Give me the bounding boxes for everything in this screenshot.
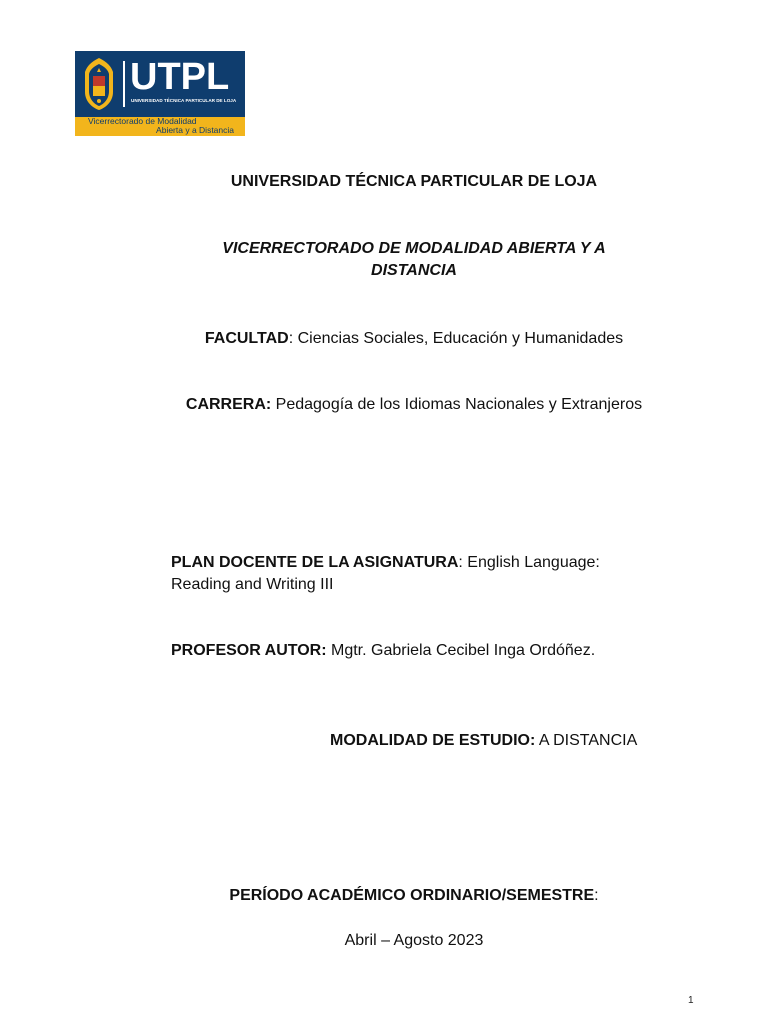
facultad-line bbox=[0, 328, 768, 350]
logo-divider bbox=[123, 61, 125, 107]
periodo-line bbox=[0, 885, 768, 907]
periodo-colon: : bbox=[594, 887, 599, 904]
vicerrectorado-line2: DISTANCIA bbox=[371, 262, 457, 279]
logo-band-line2: Abierta y a Distancia bbox=[156, 125, 234, 135]
modalidad-line bbox=[330, 730, 637, 752]
modalidad-label: MODALIDAD DE ESTUDIO: bbox=[330, 732, 536, 749]
modalidad-value: A DISTANCIA bbox=[535, 732, 638, 749]
periodo-value: Abril – Agosto 2023 bbox=[344, 932, 484, 949]
facultad-value: : Ciencias Sociales, Educación y Humanidades bbox=[288, 330, 624, 347]
university-seal-icon bbox=[81, 56, 117, 112]
profesor-line bbox=[171, 640, 595, 662]
profesor-value: Mgtr. Gabriela Cecibel Inga Ordóñez. bbox=[326, 642, 596, 659]
carrera-label: CARRERA: bbox=[185, 396, 272, 413]
periodo-label: PERÍODO ACADÉMICO ORDINARIO/SEMESTRE bbox=[229, 887, 595, 904]
page-number: 1 bbox=[688, 995, 694, 1006]
plan-value-1: : English Language: bbox=[458, 554, 600, 571]
carrera-value: Pedagogía de los Idiomas Nacionales y Extranjeros bbox=[271, 396, 643, 413]
plan-label: PLAN DOCENTE DE LA ASIGNATURA bbox=[171, 554, 459, 571]
logo-wordmark: UTPL bbox=[130, 56, 230, 98]
facultad-label: FACULTAD bbox=[204, 330, 289, 347]
university-title: UNIVERSIDAD TÉCNICA PARTICULAR DE LOJA bbox=[230, 173, 598, 190]
logo-band-line1: Vicerrectorado de Modalidad bbox=[88, 116, 197, 126]
profesor-label: PROFESOR AUTOR: bbox=[171, 642, 327, 659]
carrera-line bbox=[0, 394, 768, 416]
plan-value-2: Reading and Writing III bbox=[171, 576, 334, 593]
vicerrectorado-line1: VICERRECTORADO DE MODALIDAD ABIERTA Y A bbox=[222, 240, 606, 257]
plan-line1 bbox=[171, 552, 600, 574]
utpl-logo bbox=[75, 51, 245, 136]
logo-subtitle: UNIVERSIDAD TÉCNICA PARTICULAR DE LOJA bbox=[131, 98, 237, 103]
